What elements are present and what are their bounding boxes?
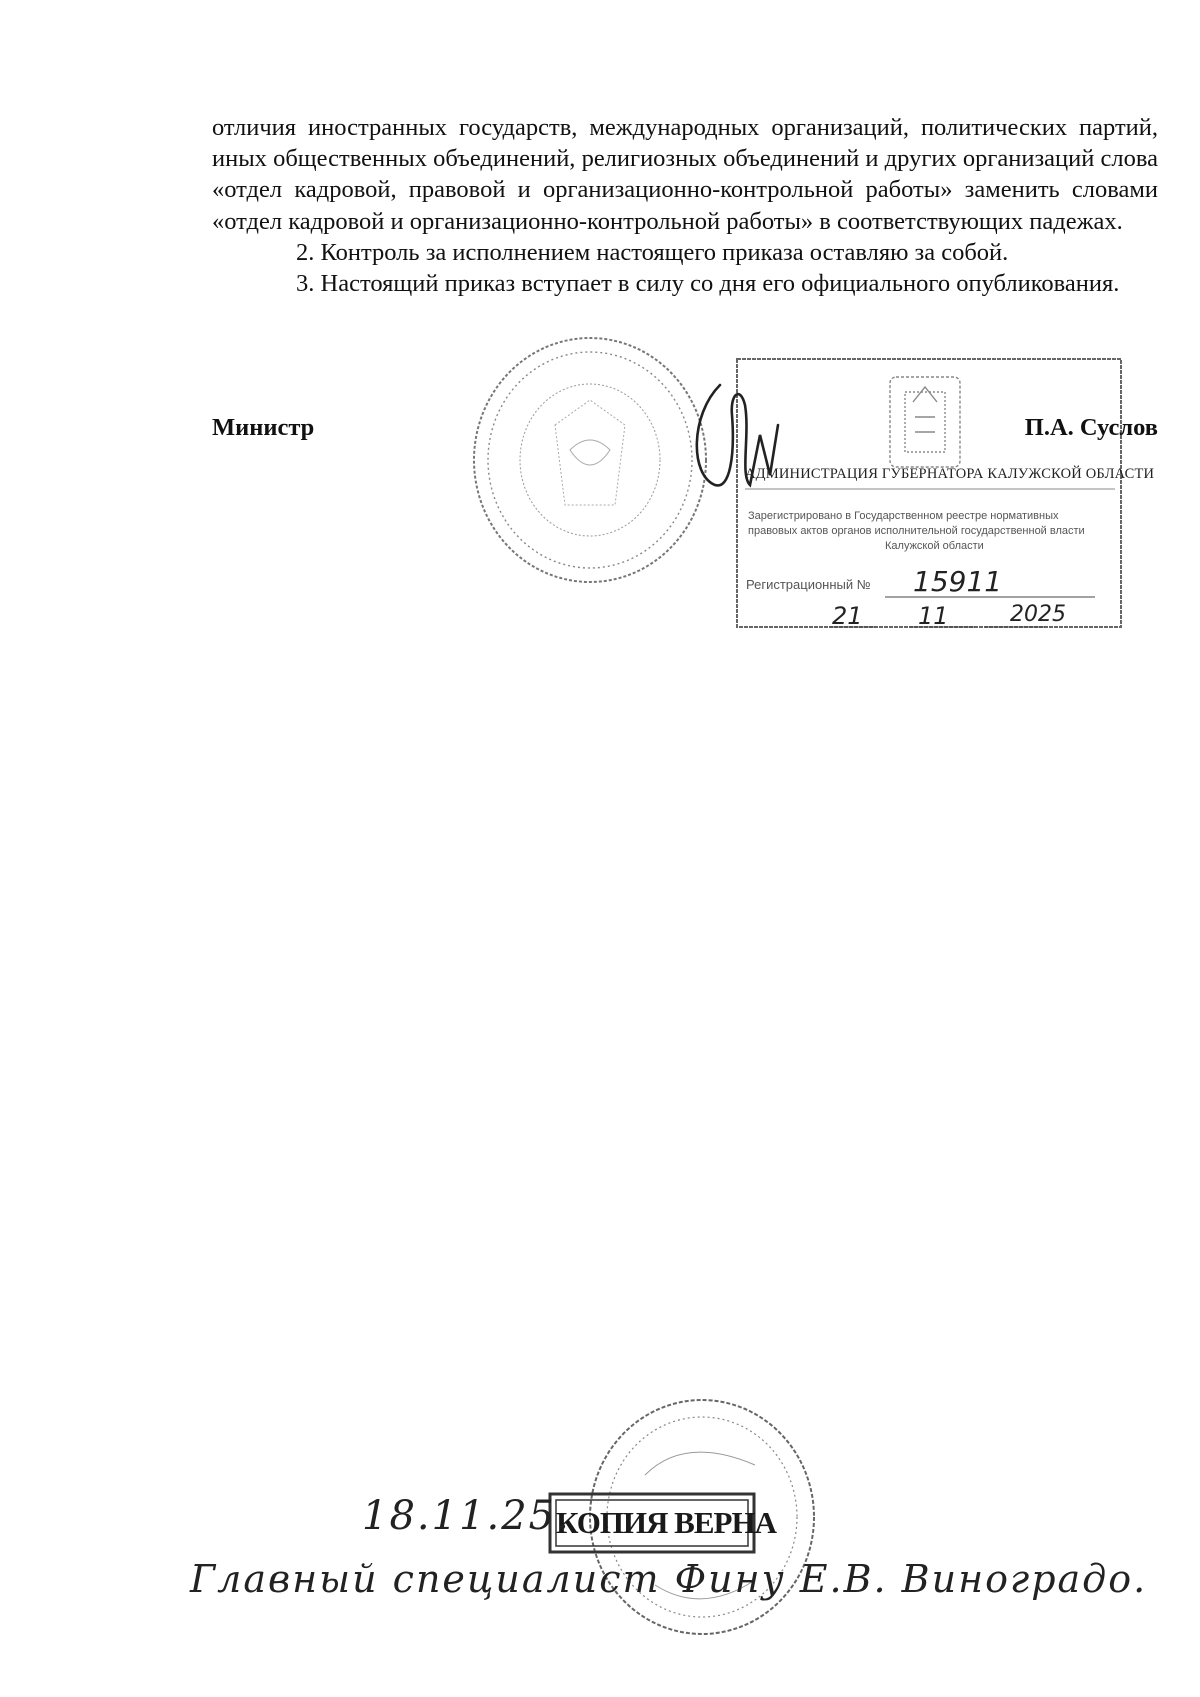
- registration-stamp-line-3: Калужской области: [885, 540, 984, 552]
- registration-date-month: 11: [918, 602, 949, 630]
- registration-stamp-title: АДМИНИСТРАЦИЯ ГУБЕРНАТОРА КАЛУЖСКОЙ ОБЛАСТИ: [745, 466, 1155, 482]
- coat-of-arms-icon: [890, 377, 960, 467]
- handwritten-date: 18.11.25.: [362, 1493, 571, 1539]
- ministry-seal: [465, 330, 715, 590]
- registration-number-label: Регистрационный №: [746, 577, 871, 592]
- registration-stamp-line-1: Зарегистрировано в Государственном реестре нормативных: [748, 510, 1059, 522]
- handwritten-certification: Главный специалист Фину Е.В. Виноградо.: [190, 1557, 1148, 1601]
- signatory-role: Министр: [212, 414, 315, 441]
- paragraph-1: отличия иностранных государств, международных организаций, политических партий, иных общественных объединений, религиозных объединений и других организаций слова «отдел кадровой, правовой и организационно-контрольной работы» заменить словами «отдел кадровой и организационно-контрольной работы» в соответствующих падежах.: [212, 114, 1158, 235]
- registration-stamp-line-2: правовых актов органов исполнительной государственной власти: [748, 525, 1085, 537]
- copy-true-stamp-label: КОПИЯ ВЕРНА: [556, 1505, 776, 1540]
- paragraph-2: 2. Контроль за исполнением настоящего приказа оставляю за собой.: [296, 238, 1009, 266]
- registration-date-year: 2025: [1010, 602, 1066, 627]
- registration-date-day: 21: [832, 602, 863, 630]
- document-body: [212, 112, 1158, 299]
- signatory-name: П.А. Суслов: [1024, 414, 1158, 441]
- minister-signature: [680, 375, 800, 505]
- registration-number: 15911: [913, 565, 1003, 598]
- paragraph-3: 3. Настоящий приказ вступает в силу со дня его официального опубликования.: [296, 270, 1120, 298]
